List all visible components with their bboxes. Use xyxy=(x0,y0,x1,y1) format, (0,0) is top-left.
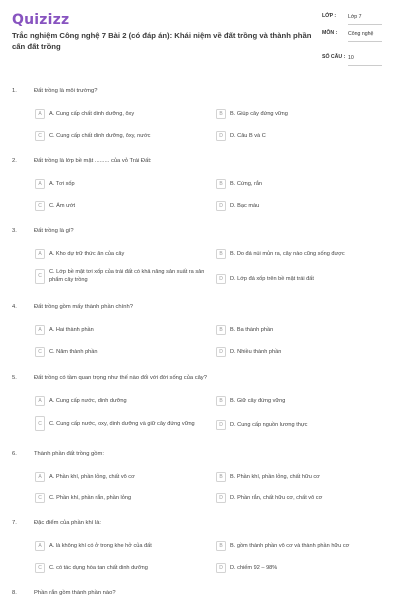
option-text: A. Hai thành phần xyxy=(49,327,94,333)
option-letter-box: A xyxy=(35,249,45,259)
question-number: 3. xyxy=(12,228,17,234)
question-text: Đất trồng gồm mấy thành phần chính? xyxy=(34,304,133,310)
option-letter-box: C xyxy=(35,493,45,503)
option-letter-box: C xyxy=(35,416,45,431)
option-letter-box: B xyxy=(216,396,226,406)
option-letter-box: D xyxy=(216,493,226,503)
option-text: A. Cung cấp nước, dinh dưỡng xyxy=(49,398,127,404)
option-a[interactable] xyxy=(35,325,210,335)
meta-value-subject: Công nghệ xyxy=(348,30,382,42)
option-a[interactable] xyxy=(35,179,210,189)
question-number: 7. xyxy=(12,520,17,526)
option-letter-box: C xyxy=(35,347,45,357)
option-b[interactable] xyxy=(216,396,396,406)
option-text: D. Lớp đá xốp trên bề mặt trái đất xyxy=(230,276,314,282)
option-b[interactable] xyxy=(216,472,396,482)
question-text: Phần rắn gồm thành phần nào? xyxy=(34,590,116,596)
meta-row-subject xyxy=(322,30,390,54)
option-d[interactable] xyxy=(216,201,396,211)
option-a[interactable] xyxy=(35,541,210,551)
option-letter-box: A xyxy=(35,541,45,551)
question-number: 2. xyxy=(12,158,17,164)
question-header xyxy=(12,375,207,381)
question-number: 1. xyxy=(12,88,17,94)
option-text: B. Cứng, rắn xyxy=(230,181,263,187)
question-text: Đất trồng là lớp bề mặt ......... của vỏ Trái Đất: xyxy=(34,158,152,164)
option-text: C. Lớp bề mặt tơi xốp của trái đất có khả năng sản xuất ra sản phẩm cây trồng xyxy=(49,269,205,283)
option-d[interactable] xyxy=(216,274,396,284)
meta-value-grade: Lớp 7 xyxy=(348,13,382,25)
option-letter-box: D xyxy=(216,201,226,211)
question-number: 8. xyxy=(12,590,17,596)
option-text: C. Cung cấp chất dinh dưỡng, ôxy, nước xyxy=(49,133,151,139)
question-text: Thành phần đất trồng gồm: xyxy=(34,451,104,457)
option-text: D. Nhiều thành phần xyxy=(230,349,282,355)
option-letter-box: D xyxy=(216,131,226,141)
option-text: C. có tác dụng hòa tan chất dinh dưỡng xyxy=(49,565,148,571)
option-letter-box: B xyxy=(216,109,226,119)
option-text: B. Giúp cây đứng vững xyxy=(230,111,288,117)
option-a[interactable] xyxy=(35,396,210,406)
option-text: A. Cung cấp chất dinh dưỡng, ôxy xyxy=(49,111,135,117)
meta-panel xyxy=(322,13,390,70)
meta-value-count: 10 xyxy=(348,54,382,66)
document-title: Trắc nghiệm Công nghệ 7 Bài 2 (có đáp án): Khái niệm về đất trồng và thành phần cấn đất trồng xyxy=(12,31,312,51)
option-text: B. Phần khí, phần lỏng, chất hữu cơ xyxy=(230,474,320,480)
option-text: B. Ba thành phần xyxy=(230,327,274,333)
option-a[interactable] xyxy=(35,249,210,259)
option-letter-box: B xyxy=(216,179,226,189)
option-text: D. chiếm 92 – 98% xyxy=(230,565,278,571)
option-letter-box: A xyxy=(35,325,45,335)
option-c[interactable] xyxy=(35,347,210,357)
option-b[interactable] xyxy=(216,249,396,259)
option-letter-box: D xyxy=(216,347,226,357)
option-d[interactable] xyxy=(216,493,396,503)
question-number: 5. xyxy=(12,375,17,381)
question-number: 4. xyxy=(12,304,17,310)
option-text: C. Phần khí, phần rắn, phần lỏng xyxy=(49,495,132,501)
option-c[interactable] xyxy=(35,563,210,573)
option-letter-box: B xyxy=(216,541,226,551)
option-text: C. Cung cấp nước, oxy, dinh dưỡng và giữ cây đứng vững xyxy=(49,420,195,427)
meta-key-grade: LỚP : xyxy=(322,13,337,19)
meta-key-count: SỐ CÂU : xyxy=(322,54,346,60)
option-letter-box: D xyxy=(216,563,226,573)
option-text: B. Giữ cây đứng vững xyxy=(230,398,286,404)
quizizz-logo xyxy=(12,12,69,28)
question-text: Đất trồng là gì? xyxy=(34,228,74,234)
option-letter-box: A xyxy=(35,109,45,119)
option-b[interactable] xyxy=(216,179,396,189)
question-header xyxy=(12,228,74,234)
option-a[interactable] xyxy=(35,109,210,119)
option-letter-box: A xyxy=(35,179,45,189)
option-letter-box: C xyxy=(35,563,45,573)
question-header xyxy=(12,451,104,457)
option-letter-box: A xyxy=(35,396,45,406)
question-header xyxy=(12,88,97,94)
option-letter-box: A xyxy=(35,472,45,482)
option-c[interactable] xyxy=(35,131,210,141)
meta-row-grade xyxy=(322,13,390,30)
option-text: C. Năm thành phần xyxy=(49,349,98,355)
logo-text: Quizizz xyxy=(12,12,70,28)
option-letter-box: C xyxy=(35,269,45,284)
option-letter-box: C xyxy=(35,131,45,141)
question-header xyxy=(12,520,101,526)
question-number: 6. xyxy=(12,451,17,457)
option-letter-box: D xyxy=(216,274,226,284)
option-text: B. Do đá núi mủn ra, cây nào cũng sống được xyxy=(230,251,345,257)
option-text: D. Câu B và C xyxy=(230,133,266,139)
option-d[interactable] xyxy=(216,420,396,430)
option-letter-box: B xyxy=(216,249,226,259)
option-a[interactable] xyxy=(35,472,210,482)
question-header xyxy=(12,590,116,596)
option-letter-box: B xyxy=(216,472,226,482)
meta-row-count xyxy=(322,54,390,70)
option-c[interactable] xyxy=(35,268,205,284)
question-text: Đất trồng có tầm quan trọng như thế nào đối với đời sống của cây? xyxy=(34,375,207,381)
option-text: C. Ẩm ướt xyxy=(49,203,76,209)
option-text: A. Tơi xốp xyxy=(49,181,75,187)
option-c[interactable] xyxy=(35,493,210,503)
option-b[interactable] xyxy=(216,325,396,335)
option-text: D. Phần rắn, chất hữu cơ, chất vô cơ xyxy=(230,495,323,501)
option-b[interactable] xyxy=(216,541,396,551)
option-letter-box: D xyxy=(216,420,226,430)
option-d[interactable] xyxy=(216,347,396,357)
option-text: D. Bạc màu xyxy=(230,203,260,209)
option-text: A. Phần khí, phần lỏng, chất vô cơ xyxy=(49,474,135,480)
option-text: B. gồm thành phần vô cơ và thành phần hữu cơ xyxy=(230,543,350,549)
meta-key-subject: MÔN : xyxy=(322,30,338,36)
option-c[interactable] xyxy=(35,201,210,211)
option-b[interactable] xyxy=(216,109,396,119)
option-letter-box: B xyxy=(216,325,226,335)
question-header xyxy=(12,304,133,310)
option-d[interactable] xyxy=(216,563,396,573)
option-d[interactable] xyxy=(216,131,396,141)
option-letter-box: C xyxy=(35,201,45,211)
option-text: A. là không khí có ở trong khe hở của đất xyxy=(49,543,152,549)
option-text: A. Kho dự trữ thức ăn của cây xyxy=(49,251,125,257)
question-text: Đất trồng là môi trường? xyxy=(34,88,98,94)
option-c[interactable] xyxy=(35,416,207,431)
question-header xyxy=(12,158,152,164)
question-text: Đặc điểm của phần khí là: xyxy=(34,520,102,526)
option-text: D. Cung cấp nguồn lương thực xyxy=(230,422,308,428)
